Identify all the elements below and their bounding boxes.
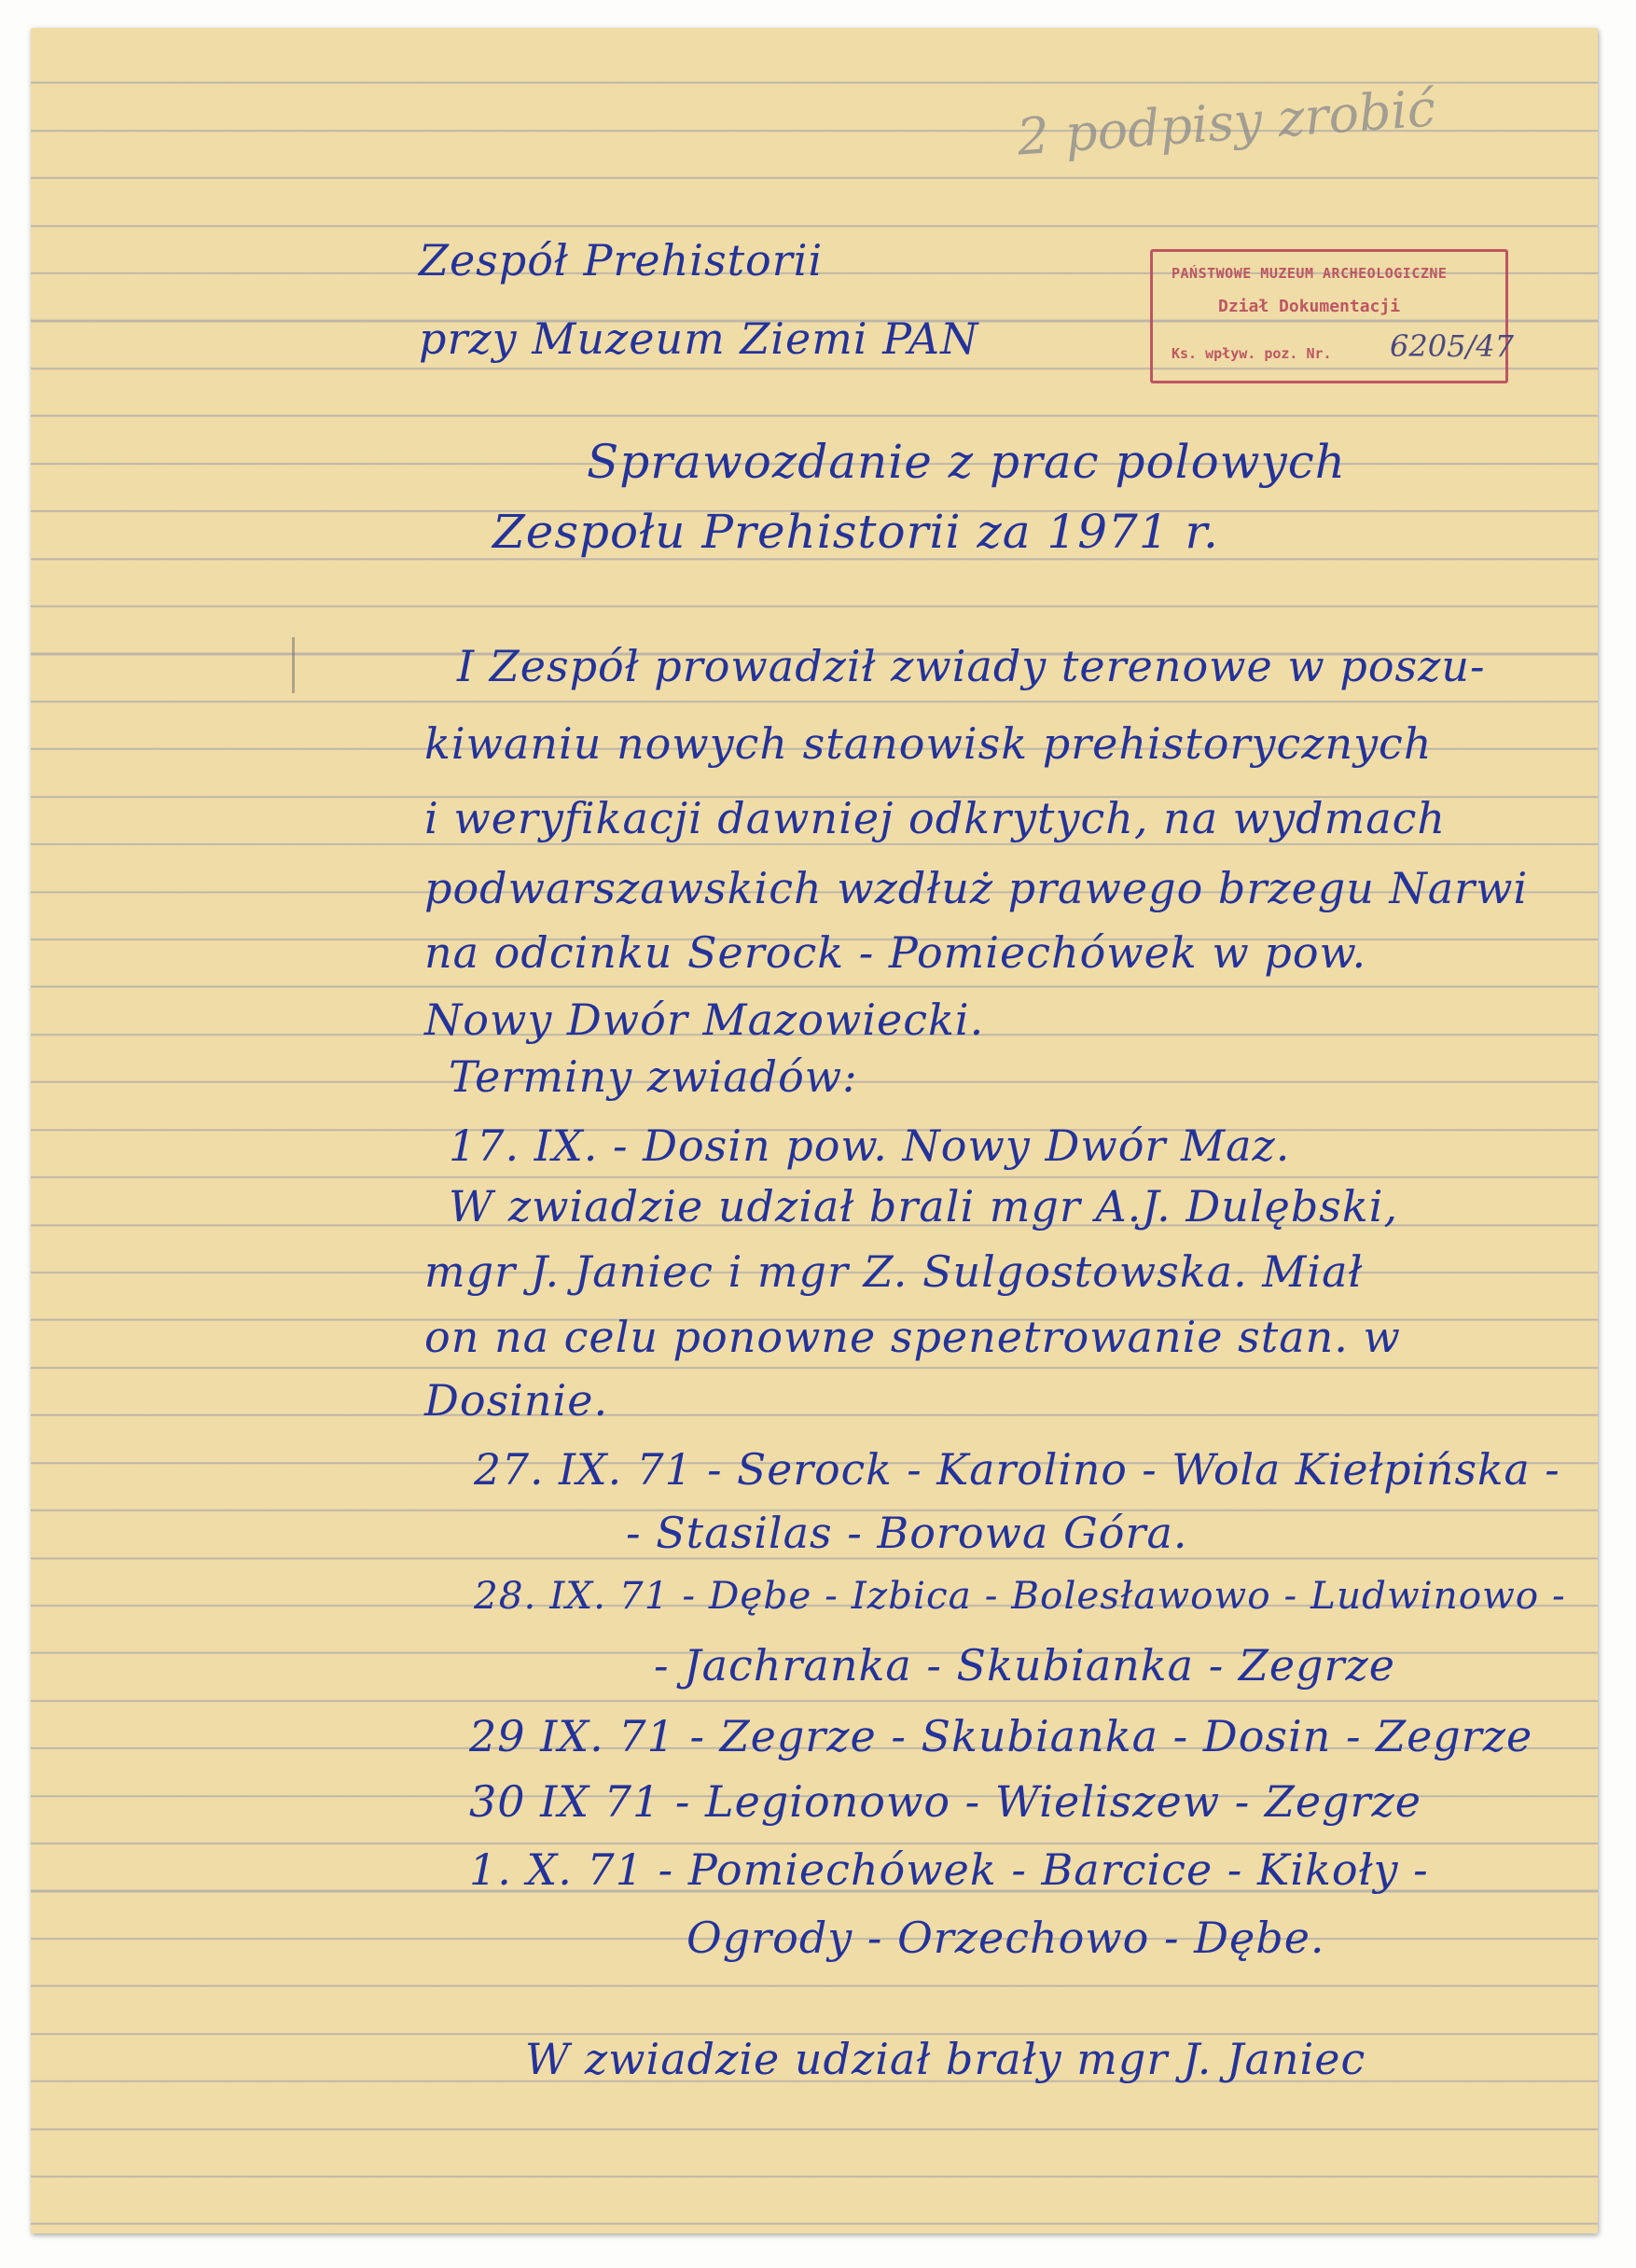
paragraph-2-line-3: on na celu ponowne spenetrowanie stan. w: [424, 1312, 1401, 1362]
paragraph-1-line-3: i weryfikacji dawniej odkrytych, na wydmach: [424, 793, 1447, 843]
paragraph-1-line-6: Nowy Dwór Mazowiecki.: [424, 995, 985, 1045]
paragraph-1-line-5: na odcinku Serock - Pomiechówek w pow.: [424, 927, 1367, 978]
stamp-line-2: Dział Dokumentacji: [1218, 297, 1401, 316]
paragraph-2-line-1: W zwiadzie udział brali mgr A.J. Dulębski,: [449, 1181, 1399, 1231]
paragraph-1-line-2: kiwaniu nowych stanowisk prehistorycznych: [424, 718, 1433, 769]
header-line-1: Zespół Prehistorii: [419, 235, 824, 285]
schedule-line-7: 1. X. 71 - Pomiechówek - Barcice - Kikoły -: [469, 1844, 1429, 1895]
stamp-number: 6205/47: [1390, 328, 1514, 364]
entry-17-ix: 17. IX. - Dosin pow. Nowy Dwór Maz.: [449, 1120, 1291, 1171]
schedule-line-3: 28. IX. 71 - Dębe - Izbica - Bolesławowo - Ludwinowo -: [474, 1573, 1566, 1618]
schedule-line-2: - Stasilas - Borowa Góra.: [626, 1508, 1188, 1558]
paragraph-2-line-4: Dosinie.: [424, 1375, 609, 1426]
stamp-line-3: Ks. wpływ. poz. Nr.: [1172, 345, 1332, 362]
title-line-1: Sprawozdanie z prac polowych: [587, 435, 1347, 489]
margin-mark: [292, 637, 295, 693]
document-page: [31, 28, 1598, 2233]
paragraph-1-line-4: podwarszawskich wzdłuż prawego brzegu Narwi: [424, 863, 1529, 913]
header-line-2: przy Muzeum Ziemi PAN: [419, 313, 979, 364]
schedule-line-1: 27. IX. 71 - Serock - Karolino - Wola Kiełpińska -: [474, 1445, 1560, 1495]
schedule-line-8: Ogrody - Orzechowo - Dębe.: [686, 1913, 1325, 1963]
stamp-line-1: PAŃSTWOWE MUZEUM ARCHEOLOGICZNE: [1172, 265, 1448, 282]
schedule-line-6: 30 IX 71 - Legionowo - Wieliszew - Zegrze: [469, 1776, 1421, 1827]
schedule-line-4: - Jachranka - Skubianka - Zegrze: [654, 1640, 1395, 1691]
pencil-note: 2 podpisy zrobić: [1015, 78, 1437, 167]
schedule-line-5: 29 IX. 71 - Zegrze - Skubianka - Dosin - Zegrze: [469, 1711, 1533, 1761]
title-line-2: Zespołu Prehistorii za 1971 r.: [492, 505, 1219, 559]
terms-heading: Terminy zwiadów:: [449, 1051, 858, 1102]
paragraph-1-line-1: I Zespół prowadził zwiady terenowe w poszu-: [457, 641, 1486, 691]
paragraph-2-line-2: mgr J. Janiec i mgr Z. Sulgostowska. Miał: [424, 1246, 1364, 1297]
closing-line: W zwiadzie udział brały mgr J. Janiec: [525, 2034, 1366, 2084]
archive-stamp: [1150, 249, 1514, 383]
